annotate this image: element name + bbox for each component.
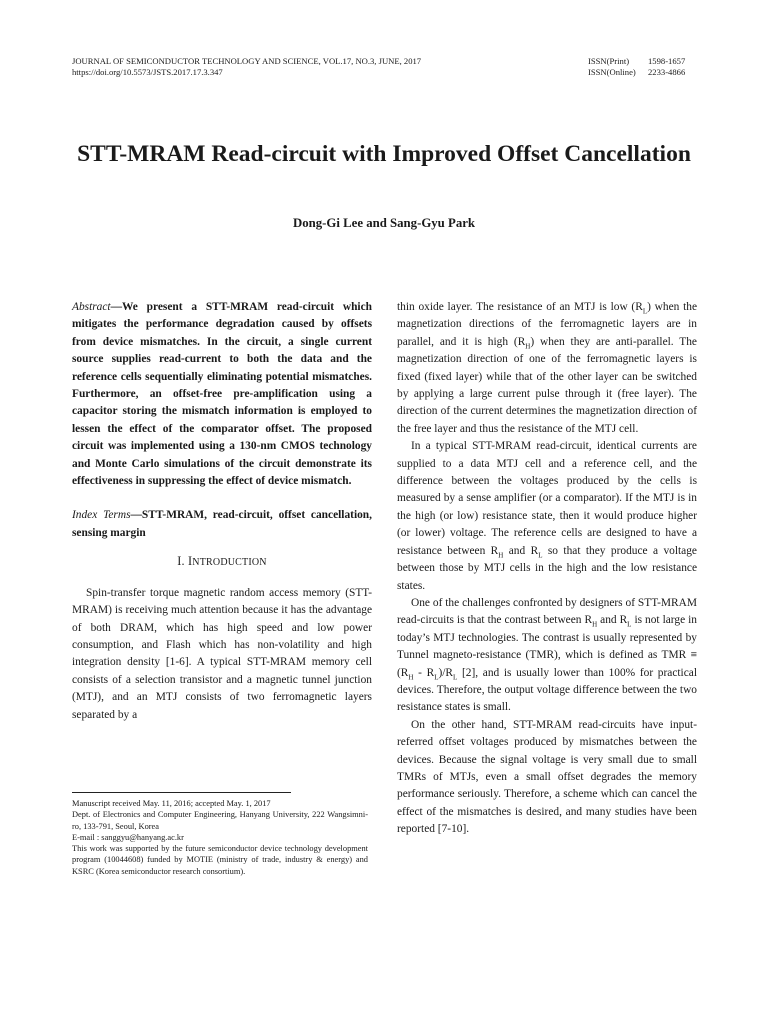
running-header: [72, 56, 421, 78]
subscript: L: [642, 307, 648, 316]
issn-print-label: ISSN(Print): [588, 56, 630, 66]
section-name: NTRODUCTION: [192, 557, 267, 569]
text-run: )/R: [438, 666, 454, 679]
intro-paragraph: Spin-transfer torque magnetic random access memory (STT-MRAM) is receiving much attention because it has the advantage of both DRAM, which has high speed and low power consumption, and Flash which has non-volatility and high integration density [1-6]. A typical STT-MRAM memory cell consists of a selection transistor and a magnetic tunnel junction (MTJ), and an MTJ consists of two ferromagnetic layers separated by a: [72, 586, 372, 721]
index-terms: [72, 507, 372, 542]
text-run: ) when the magnetization directions of the ferromagnetic layers are in parallel, and it is high (R: [397, 301, 698, 348]
subscript: H: [498, 550, 504, 559]
section-heading-introduction: [72, 553, 372, 571]
index-terms-label: Index Terms: [72, 509, 131, 522]
footnotes: [72, 798, 368, 877]
subscript: H: [592, 620, 598, 629]
subscript: H: [408, 672, 414, 681]
text-run: In a typical STT-MRAM read-circuit, identical currents are supplied to a data MTJ cell and a reference cell, and the difference between the voltages produced by the cells is measured by a sense amplifier (or a comparator). If the MTJ is in the high (or low) resistance state, then it would produce higher (or lower) voltage. The reference cells are designed to have a resistance between R: [397, 440, 697, 557]
issn-block: [588, 56, 685, 78]
abstract: [72, 299, 372, 490]
right-column: [397, 299, 697, 839]
text-run: [2], and is usually lower than 100% for practical devices. Therefore, the output voltage difference between the two resistance states is small.: [397, 666, 697, 714]
text-run: ) when they are anti-parallel. The magnetization direction of one of the ferromagnetic layers is fixed (fixed layer) while that of the other layer can be switched by applying a large current pulse through it (free layer). The direction of the current determines the magnetization direction of the free layer and thus the resistance of the MTJ cell.: [397, 335, 697, 435]
footnote-rule: [72, 792, 291, 793]
subscript: L: [434, 672, 439, 681]
paper-authors: Dong-Gi Lee and Sang-Gyu Park: [292, 216, 476, 230]
paper-title: STT-MRAM Read-circuit with Improved Offset Cancellation: [77, 141, 691, 167]
subscript: L: [627, 620, 632, 629]
issn-online: 2233-4866: [648, 67, 686, 77]
text-run: and R: [503, 544, 539, 557]
text-run: - R: [413, 666, 435, 679]
left-column: [72, 299, 372, 724]
text-run: and R: [597, 614, 628, 627]
issn-print: 1598-1657: [648, 56, 686, 66]
footnote-manuscript: Manuscript received May. 11, 2016; accepted May. 1, 2017: [72, 799, 271, 808]
body-paragraph-4: On the other hand, STT-MRAM read-circuits have input-referred offset voltages produced by mismatches between the devices. Because the signal voltage is very small due to small TMRs of MTJs, even a small offset degrades the memory performance seriously. Therefore, a scheme which can cancel the effect of the mismatches is desired, and many studies have been reported [7-10].: [397, 718, 697, 836]
issn-online-label: ISSN(Online): [588, 67, 636, 77]
journal-name: JOURNAL OF SEMICONDUCTOR TECHNOLOGY AND SCIENCE, VOL.17, NO.3, JUNE, 2017: [72, 56, 422, 66]
text-run: One of the challenges confronted by designers of STT-MRAM read-circuits is that the contrast between R: [397, 596, 697, 627]
footnote-funding: This work was supported by the future semiconductor device technology development program (10044608) funded by MOTIE (ministry of trade, industry & energy) and KSRC (Korea semiconductor research consortium).: [72, 844, 368, 876]
footnote-affiliation: Dept. of Electronics and Computer Engineering, Hanyang University, 222 Wangsimni-ro, 133-791, Seoul, Korea: [72, 810, 368, 831]
body-paragraph-1: [397, 299, 697, 438]
body-paragraph-2: [397, 438, 697, 595]
index-terms-text: —STT-MRAM, read-circuit, offset cancellation, sensing margin: [72, 509, 372, 539]
abstract-text: —We present a STT-MRAM read-circuit which mitigates the performance degradation caused by offsets from device mismatches. In the circuit, a single current source supplies read-current to both the data and the reference cells sequentially eliminating potential mismatches. Furthermore, an offset-free pre-amplification using a capacitor storing the mismatch information is employed to lessen the effect of the comparator offset. The proposed circuit was implemented using a 130-nm CMOS technology and Monte Carlo simulations of the circuit demonstrate its effectiveness in suppressing the effect of device mismatch.: [72, 301, 372, 488]
subscript: L: [538, 550, 543, 559]
body-paragraph-3: [397, 595, 697, 717]
text-run: is not large in today’s MTJ technologies. The contrast is usually represented by Tunnel magneto-resistance (TMR), which is defined as TMR ≡ (R: [397, 614, 697, 679]
text-run: thin oxide layer. The resistance of an MTJ is low (R: [397, 301, 643, 313]
subscript: H: [525, 342, 531, 351]
section-number: I. I: [177, 554, 193, 569]
abstract-label: Abstract: [72, 301, 111, 313]
footnote-email[interactable]: E-mail : sanggyu@hanyang.ac.kr: [72, 832, 184, 842]
doi-link[interactable]: https://doi.org/10.5573/JSTS.2017.17.3.347: [72, 67, 223, 77]
subscript: L: [453, 672, 458, 681]
text-run: so that they produce a voltage between those by MTJ cells in the high and the low resistance states.: [397, 544, 697, 592]
